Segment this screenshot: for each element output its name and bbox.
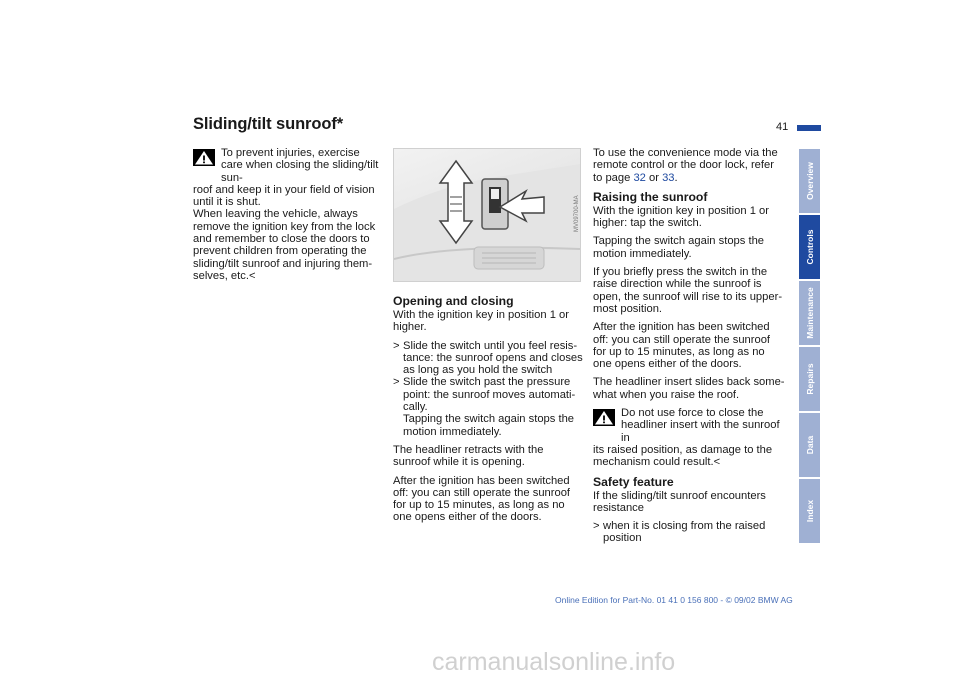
- warning-text-rest: roof and keep it in your field of vision until it is shut.: [193, 183, 375, 209]
- page-title: Sliding/tilt sunroof*: [193, 115, 344, 133]
- page-marker-bar: [797, 125, 821, 131]
- warning-icon: [593, 409, 615, 426]
- column-middle: [393, 294, 583, 530]
- warning-icon: [193, 149, 215, 166]
- bullet-mark: >: [593, 520, 600, 533]
- bullet-text: when it is closing from the raised position: [603, 520, 766, 545]
- warning-paragraph: When leaving the vehicle, always remove the ignition key from the lock and remember to close the doors to prevent children from operating the sliding/tilt sunroof and injuring them-selves, etc.<: [193, 208, 376, 282]
- bullet-text-line: Slide the switch past the pressure point: the sunroof moves automati-cally.: [403, 376, 576, 414]
- section-tabs: [799, 149, 820, 545]
- tab-index[interactable]: [799, 479, 820, 543]
- tab-label: Maintenance: [804, 287, 815, 339]
- warning-text-start: To prevent injuries, exercise care when closing the sliding/tilt sun-: [221, 147, 379, 184]
- list-item: [393, 376, 583, 437]
- bullet-mark: >: [393, 339, 400, 352]
- paragraph: After the ignition has been switched off: you can still operate the sunroof for up to 15 minutes, as long as no one opens either of the doors.: [593, 321, 771, 371]
- warning-text-start: Do not use force to close the headliner insert with the sunroof in: [621, 407, 780, 444]
- page-link-33[interactable]: 33: [662, 171, 675, 184]
- tab-data[interactable]: [799, 413, 820, 477]
- footer-edition-note: Online Edition for Part-No. 01 41 0 156 800 - © 09/02 BMW AG: [555, 595, 793, 605]
- tab-label: Overview: [804, 162, 815, 200]
- page-link-32[interactable]: 32: [633, 171, 646, 184]
- warning-text-rest: its raised position, as damage to the mechanism could result.<: [593, 443, 773, 469]
- figure-code: MV09700-MA: [574, 195, 580, 232]
- heading-opening-closing: Opening and closing: [393, 294, 514, 308]
- tab-label: Controls: [804, 229, 815, 265]
- paragraph: If you briefly press the switch in the raise direction while the sunroof is open, the sunroof will rise to its upper-most position.: [593, 266, 783, 315]
- bullet-text: Slide the switch until you feel resis-tance: the sunroof opens and closes as long as you hold the switch: [403, 339, 583, 377]
- tab-repairs[interactable]: [799, 347, 820, 411]
- watermark: carmanualsonline.info: [432, 648, 676, 676]
- column-left: [193, 147, 381, 288]
- bullet-mark: >: [393, 376, 400, 389]
- tab-label: Index: [804, 499, 815, 523]
- page-number: 41: [776, 121, 789, 133]
- paragraph: The headliner insert slides back some-what when you raise the roof.: [593, 376, 785, 401]
- convenience-mode-paragraph: [593, 147, 785, 184]
- paragraph: If the sliding/tilt sunroof encounters resistance: [593, 489, 766, 514]
- heading-raising-sunroof: Raising the sunroof: [593, 189, 708, 204]
- text-span: or: [645, 171, 663, 184]
- tab-maintenance[interactable]: [799, 281, 820, 345]
- switch-drawing: [394, 149, 580, 281]
- list-item: [393, 340, 583, 377]
- tab-controls[interactable]: [799, 215, 820, 279]
- warning-block: [593, 407, 785, 468]
- list-item: [593, 520, 785, 545]
- opening-intro: With the ignition key in position 1 or higher.: [393, 309, 569, 334]
- text-span: .: [674, 171, 678, 184]
- heading-safety-feature: Safety feature: [593, 474, 674, 489]
- warning-block: [193, 147, 381, 208]
- column-right: [593, 147, 785, 545]
- bullet-text: [403, 376, 583, 437]
- paragraph: Tapping the switch again stops the motion immediately.: [593, 235, 765, 260]
- tab-label: Repairs: [804, 363, 815, 395]
- sunroof-switch-illustration: [393, 148, 581, 282]
- text-span: To use the convenience mode via the remote control or the door lock, refer to page: [593, 147, 778, 184]
- paragraph: The headliner retracts with the sunroof while it is opening.: [393, 443, 544, 469]
- tab-label: Data: [804, 435, 815, 455]
- paragraph: After the ignition has been switched off: you can still operate the sunroof for up to 15 minutes, as long as no one opens either of the doors.: [393, 474, 571, 524]
- bullet-text-line: Tapping the switch again stops the motion immediately.: [403, 413, 575, 438]
- paragraph: With the ignition key in position 1 or higher: tap the switch.: [593, 204, 769, 230]
- tab-overview[interactable]: [799, 149, 820, 213]
